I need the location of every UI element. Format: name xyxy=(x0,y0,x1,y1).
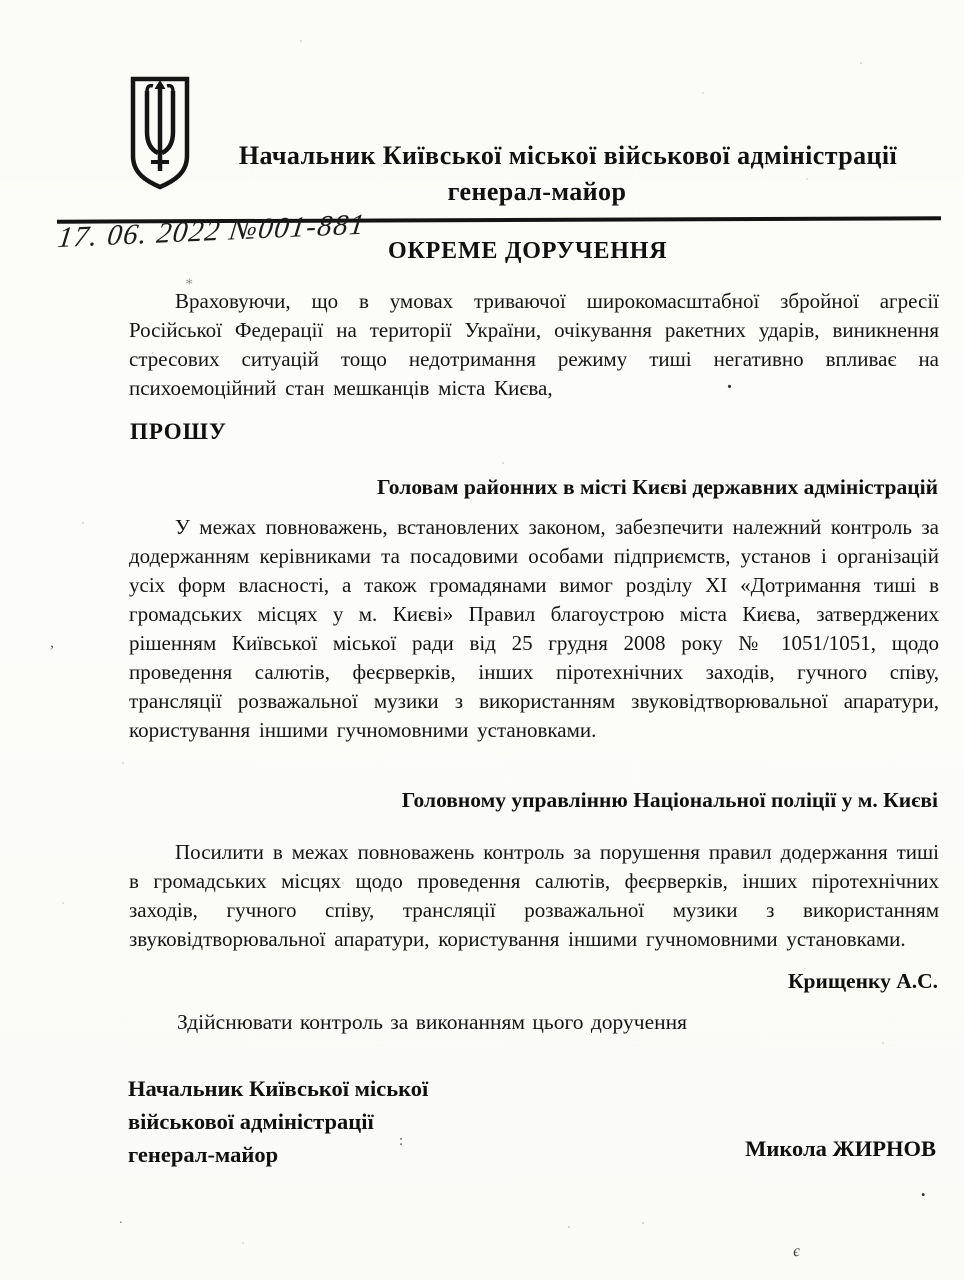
addressee-district-administrations: Головам районних в місті Києві державних адміністрацій xyxy=(377,475,938,499)
scan-artifact-ye: є xyxy=(791,1242,802,1261)
addressee-kryshchenko: Крищенку А.С. xyxy=(787,969,938,993)
signature-position-line1: Начальник Київської міської xyxy=(128,1076,429,1101)
signature-position-line2: військової адміністрації xyxy=(128,1109,374,1134)
scan-artifact-colon: : xyxy=(399,1133,404,1149)
addressee-national-police: Головному управлінню Національної поліції у м. Києві xyxy=(401,788,938,812)
document-title: ОКРЕМЕ ДОРУЧЕННЯ xyxy=(388,238,668,264)
signatory-name: Микола ЖИРНОВ xyxy=(745,1136,936,1161)
signature-position-line3: генерал-майор xyxy=(128,1142,279,1167)
request-word: ПРОШУ xyxy=(130,419,227,444)
scan-artifact-dot: . xyxy=(921,1180,926,1200)
scan-artifact-dot: . xyxy=(119,1212,123,1227)
scan-artifact-dot: . xyxy=(727,371,732,393)
directive-body-1: У межах повноважень, встановлених законом, забезпечити належний контроль за додержанням керівниками та посадовими особами підприємств, установ і організацій усіх форм власності, а також громадянами вимог розділу ХІ «Дотримання тиші в громадських місцях у м. Києві» Правил благоустрою міста Києва, затверджених рішенням Київської міської ради від 25 грудня 2008 року № 1051/1051, щодо проведення салютів, феєрверків, інших піротехнічних заходів, гучного співу, трансляції розважальної музики з використанням звуковідтворювальної апаратури, користування іншими гучномовними установками. xyxy=(129,515,939,742)
scan-noise-speckles xyxy=(0,0,2,2)
handwritten-date-number: 17. 06. 2022 №001-881 xyxy=(55,208,368,255)
trident-icon xyxy=(127,74,193,192)
org-title-line1: Начальник Київської міської військової адміністрації xyxy=(238,141,898,170)
scan-artifact-smudge: ⁎ xyxy=(186,272,193,287)
control-instruction: Здійснювати контроль за виконанням цього доручення xyxy=(177,1010,688,1034)
directive-body-2: Посилити в межах повноважень контроль за порушення правил додержання тиші в громадських місцях щодо проведення салютів, феєрверків, інших піротехнічних заходів, гучного співу, трансляції розважальної музики з використанням звуковідтворювальної апаратури, користування іншими гучномовними установками. xyxy=(129,840,939,951)
org-title-line2: генерал-майор xyxy=(447,177,627,206)
scan-artifact-comma: , xyxy=(50,634,54,651)
preamble-paragraph: Враховуючи, що в умовах триваючої широкомасштабної збройної агресії Російської Федерації на території України, очікування ракетних ударів, виникнення стресових ситуацій тощо недотримання режиму тиші негативно впливає на психоемоційний стан мешканців міста Києва, xyxy=(129,289,939,400)
ukraine-trident-emblem xyxy=(127,74,193,192)
